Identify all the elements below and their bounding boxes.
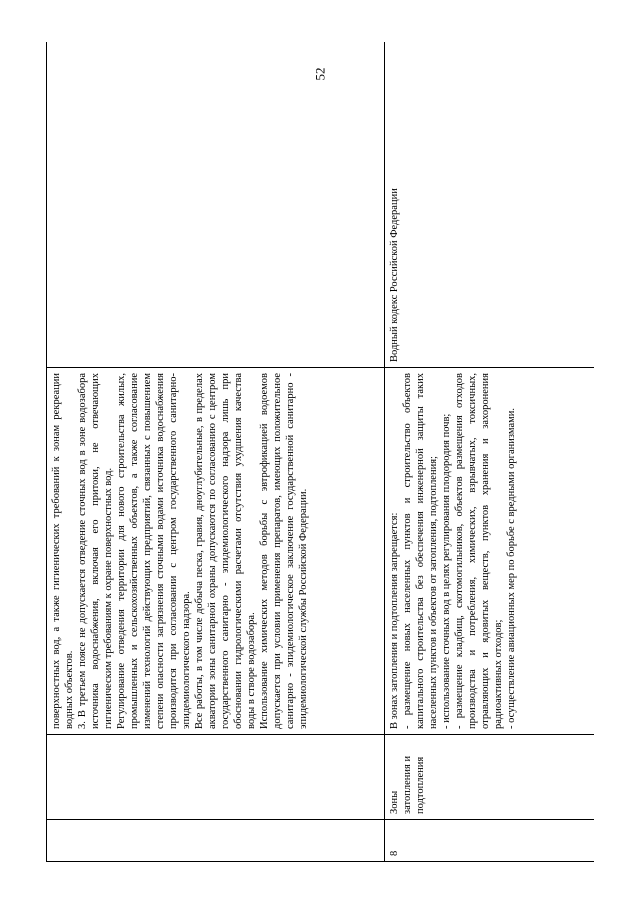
list-item: - размещение новых населенных пунктов и строительство объектов капитального строительства без обеспечения инженерной защиты таких населенных пунктов и объектов от затопления, подтопления; bbox=[402, 373, 439, 729]
restrictions-cell bbox=[385, 368, 595, 735]
row-number-cell: 8 bbox=[385, 820, 595, 862]
legal-source-cell: Водный кодекс Российской Федерации bbox=[385, 42, 595, 368]
zone-name-cell bbox=[47, 735, 385, 820]
rotated-table-container bbox=[46, 42, 594, 862]
zone-name-cell: Зоны затопления и подтопления bbox=[385, 735, 595, 820]
restriction-paragraph: Регулирование отведения территории для нового строительства жилых, промышленных и сельскохозяйственных объектов, а также согласование изменений технологий действующих предприятий, связанных с повышением степени опасности загрязнения сточными водами источника водоснабжения производится при согласовании с центром государственного санитарно-эпидемиологического надзора. bbox=[116, 373, 192, 729]
list-item: - использование сточных вод в целях регулирования плодородия почв; bbox=[441, 413, 452, 729]
restrictions-cell bbox=[47, 368, 385, 735]
restriction-paragraph: Использование химических методов борьбы с эвтрофикацией водоемов допускается при условии применения препаратов, имеющих положительное санитарно - эпидемиологическое заключение государственной санитарно - эпидемиологической службы Российской Федерации. bbox=[259, 373, 309, 729]
regulations-table bbox=[46, 42, 594, 862]
page-number-text: 52 bbox=[312, 67, 327, 81]
restriction-paragraph: поверхностных вод, а также гигиенических требований к зонам рекреации водных объектов. bbox=[51, 373, 75, 729]
list-item: - осуществление авиационных мер по борьбе с вредными организмами. bbox=[506, 408, 517, 729]
legal-source-cell bbox=[47, 42, 385, 368]
restriction-intro: В зонах затопления и подтопления запрещается: bbox=[389, 512, 400, 729]
restriction-paragraph: Все работы, в том числе добыча песка, гравия, дноуглубительные, в пределах акватории зоны санитарной охраны допускаются по согласованию с центром государственного санитарно - эпидемиологического надзора лишь при обосновании гидрологическими расчетами отсутствия ухудшения качества воды в створе водозабора. bbox=[194, 373, 257, 729]
restriction-list bbox=[401, 373, 518, 729]
table-row bbox=[47, 42, 385, 862]
row-number-cell bbox=[47, 820, 385, 862]
list-item: - размещение кладбищ, скотомогильников, объектов размещения отходов производства и потребления, химических, взрывчатых, токсичных, отравляющих и ядовитых веществ, пунктов хранения и захоронения радиоактивных отходов; bbox=[454, 373, 504, 729]
rotated-table-region bbox=[46, 42, 594, 862]
table-row bbox=[385, 42, 595, 862]
restriction-paragraph: 3. В третьем поясе не допускается отведение сточных вод в зоне водозабора источника водоснабжения, включая его притоки, не отвечающих гигиеническим требованиям к охране поверхностных вод. bbox=[77, 373, 114, 729]
